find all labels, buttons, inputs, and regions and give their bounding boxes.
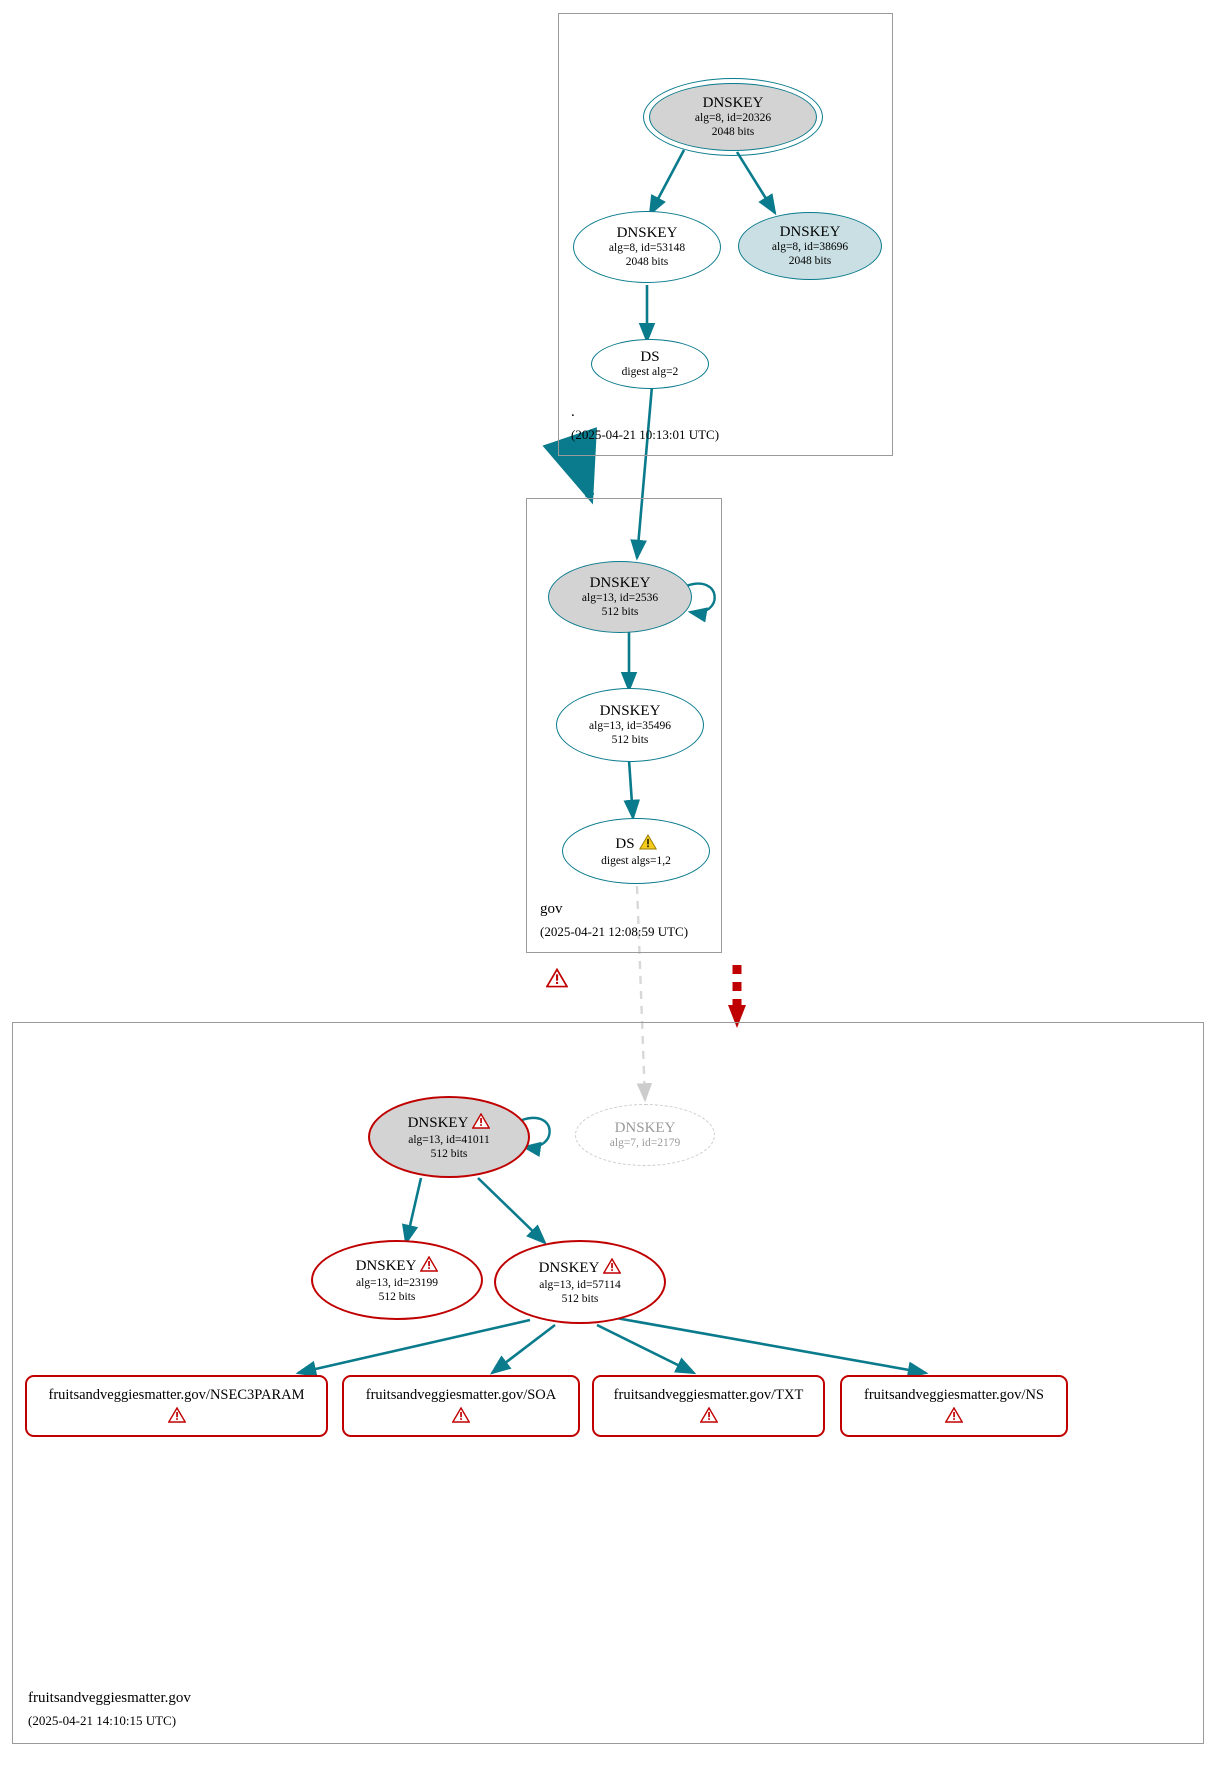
node-size: 512 bits bbox=[561, 1292, 599, 1305]
warning-icon bbox=[639, 834, 657, 855]
zone-timestamp-gov: (2025-04-21 12:08:59 UTC) bbox=[540, 924, 689, 939]
rrset-ns[interactable] bbox=[840, 1375, 1068, 1437]
node-size: 512 bits bbox=[601, 605, 639, 618]
rrset-label: fruitsandveggiesmatter.gov/NS bbox=[863, 1386, 1044, 1403]
node-dnskey-root-38696[interactable] bbox=[738, 212, 882, 280]
node-dnskey-fvm-2179-nonexistent[interactable] bbox=[575, 1104, 715, 1166]
node-label: DNSKEY bbox=[614, 1119, 676, 1136]
node-detail: alg=13, id=2536 bbox=[581, 592, 659, 605]
warning-icon bbox=[603, 1258, 621, 1279]
warning-icon bbox=[945, 1407, 963, 1428]
node-label: DNSKEY bbox=[407, 1115, 469, 1132]
warning-icon-broken-chain bbox=[546, 968, 568, 993]
node-dnskey-gov-2536[interactable] bbox=[548, 561, 692, 633]
rrset-label: fruitsandveggiesmatter.gov/NSEC3PARAM bbox=[48, 1386, 305, 1403]
node-label: DNSKEY bbox=[779, 224, 841, 241]
node-detail: digest algs=1,2 bbox=[601, 855, 671, 868]
node-detail: alg=8, id=38696 bbox=[771, 241, 849, 254]
node-size: 512 bits bbox=[611, 733, 649, 746]
node-detail: alg=13, id=57114 bbox=[539, 1279, 621, 1292]
warning-icon bbox=[700, 1407, 718, 1428]
node-size: 2048 bits bbox=[711, 125, 755, 138]
node-dnskey-fvm-41011[interactable] bbox=[368, 1096, 530, 1178]
zone-timestamp-root: (2025-04-21 10:13:01 UTC) bbox=[571, 427, 720, 442]
node-detail: alg=13, id=35496 bbox=[589, 720, 671, 733]
node-ds-gov[interactable] bbox=[562, 818, 710, 884]
zone-label-gov: gov bbox=[540, 901, 563, 917]
node-detail: alg=13, id=41011 bbox=[408, 1134, 490, 1147]
node-detail: alg=7, id=2179 bbox=[609, 1137, 681, 1150]
node-size: 2048 bits bbox=[625, 255, 669, 268]
zone-label-root: . bbox=[571, 404, 575, 420]
node-label: DS bbox=[640, 348, 660, 365]
rrset-txt[interactable] bbox=[592, 1375, 825, 1437]
node-label: DNSKEY bbox=[702, 95, 764, 112]
node-size: 512 bits bbox=[430, 1147, 468, 1160]
node-label: DNSKEY bbox=[538, 1260, 600, 1277]
rrset-label: fruitsandveggiesmatter.gov/SOA bbox=[365, 1386, 557, 1403]
node-dnskey-fvm-57114[interactable] bbox=[494, 1240, 666, 1324]
node-dnskey-gov-35496[interactable] bbox=[556, 688, 704, 762]
node-label: DNSKEY bbox=[355, 1258, 417, 1275]
node-label: DNSKEY bbox=[616, 225, 678, 242]
node-size: 512 bits bbox=[378, 1290, 416, 1303]
node-detail: alg=8, id=20326 bbox=[694, 112, 772, 125]
warning-icon bbox=[452, 1407, 470, 1428]
node-size: 2048 bits bbox=[788, 254, 832, 267]
rrset-label: fruitsandveggiesmatter.gov/TXT bbox=[613, 1386, 804, 1403]
node-detail: alg=13, id=23199 bbox=[356, 1277, 438, 1290]
zone-label-fruitsandveggiesmatter: fruitsandveggiesmatter.gov bbox=[28, 1690, 191, 1706]
warning-icon bbox=[168, 1407, 186, 1428]
rrset-soa[interactable] bbox=[342, 1375, 580, 1437]
node-dnskey-fvm-23199[interactable] bbox=[311, 1240, 483, 1320]
node-detail: digest alg=2 bbox=[621, 366, 679, 379]
node-label: DNSKEY bbox=[589, 575, 651, 592]
rrset-nsec3param[interactable] bbox=[25, 1375, 328, 1437]
zone-timestamp-fruitsandveggiesmatter: (2025-04-21 14:10:15 UTC) bbox=[28, 1713, 177, 1728]
node-dnskey-root-53148[interactable] bbox=[573, 211, 721, 283]
warning-icon bbox=[420, 1256, 438, 1277]
node-ds-root[interactable] bbox=[591, 339, 709, 389]
warning-icon bbox=[472, 1113, 490, 1134]
node-dnskey-root-20326[interactable] bbox=[649, 83, 817, 151]
node-label: DNSKEY bbox=[599, 703, 661, 720]
node-label: DS bbox=[615, 835, 635, 852]
node-detail: alg=8, id=53148 bbox=[608, 242, 686, 255]
